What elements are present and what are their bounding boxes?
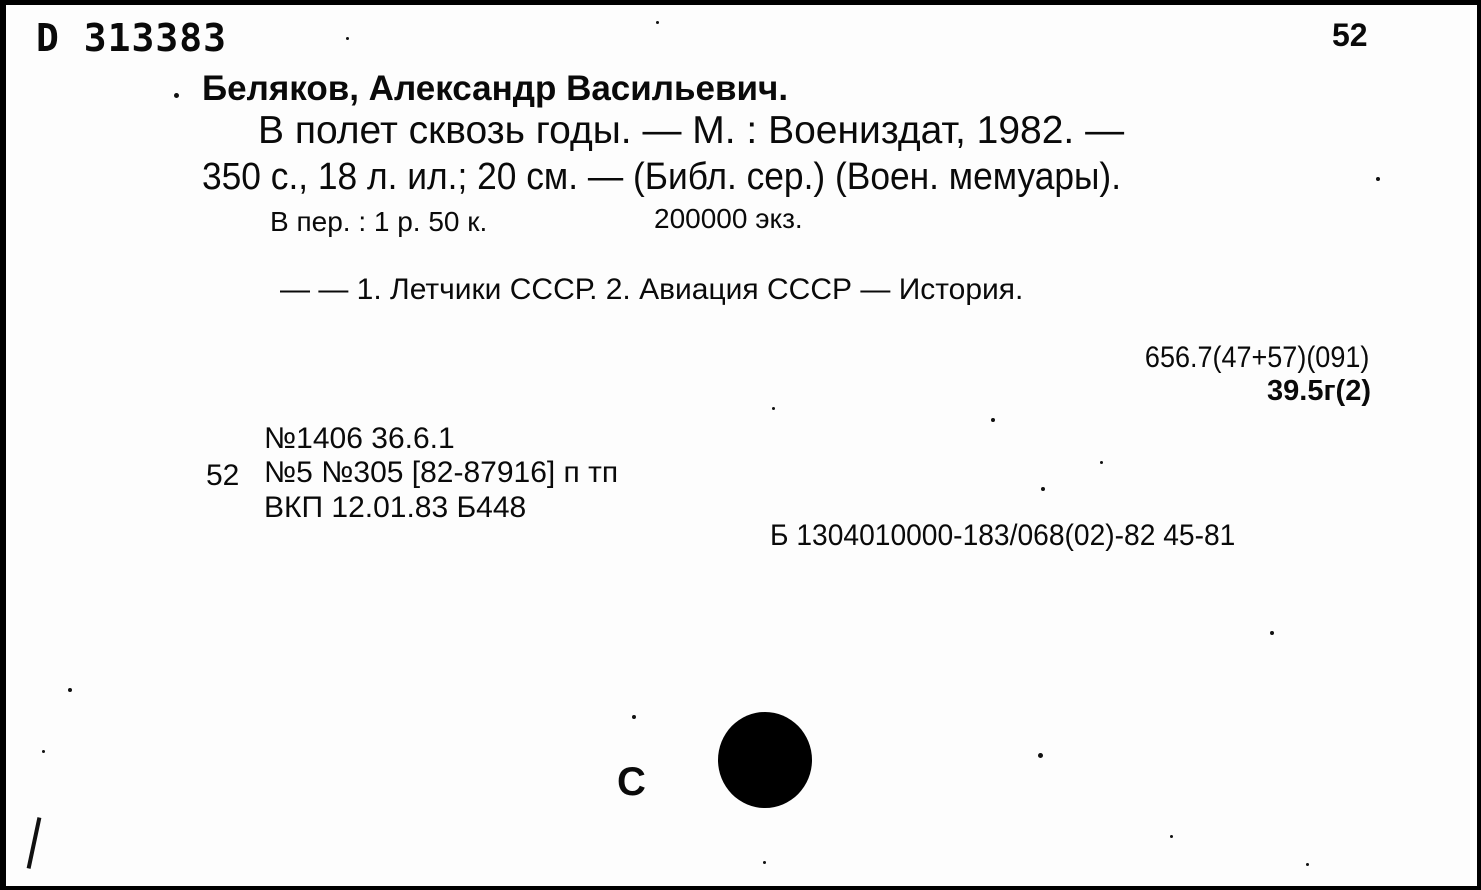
- author-heading: Беляков, Александр Васильевич.: [202, 69, 789, 108]
- speck: [1038, 753, 1043, 758]
- code-line-2: №5 №305 [82-87916] п тп: [264, 456, 619, 489]
- bottom-letter: С: [617, 760, 646, 804]
- speck: [1170, 835, 1173, 838]
- speck: [174, 93, 179, 98]
- code-line-1: №1406 36.6.1: [264, 422, 455, 455]
- udc-number: 656.7(47+57)(091): [1144, 341, 1369, 374]
- code-line-3: ВКП 12.01.83 Б448: [264, 491, 527, 524]
- speck: [42, 750, 45, 753]
- print-run: 200000 экз.: [654, 203, 803, 234]
- accession-number: D 313383: [36, 16, 228, 60]
- bottom-code: Б 1304010000-183/068(02)-82 45-81: [770, 519, 1236, 552]
- physical-description-line: 350 с., 18 л. ил.; 20 см. — (Библ. сер.) (Воен. мемуары).: [202, 156, 1122, 198]
- title-line: В полет сквозь годы. — М. : Воениздат, 1982. —: [258, 109, 1125, 152]
- speck: [346, 37, 349, 40]
- price-line: В пер. : 1 р. 50 к.: [270, 206, 488, 237]
- speck: [763, 861, 766, 864]
- speck: [632, 715, 636, 719]
- speck: [772, 407, 775, 410]
- speck: [656, 21, 659, 24]
- speck: [1041, 487, 1045, 491]
- shelf-number-top: 52: [1332, 17, 1368, 53]
- speck: [991, 418, 995, 422]
- punch-hole: [718, 712, 812, 808]
- code-line-2-prefix: 52: [206, 459, 240, 492]
- speck: [1376, 177, 1380, 181]
- speck: [68, 688, 72, 692]
- speck: [1306, 863, 1309, 866]
- subjects-line: — — 1. Летчики СССР. 2. Авиация СССР — История.: [280, 273, 1024, 306]
- slash-mark: [27, 817, 42, 869]
- speck: [1270, 631, 1274, 635]
- bbk-number: 39.5г(2): [1267, 375, 1371, 407]
- speck: [1100, 461, 1103, 464]
